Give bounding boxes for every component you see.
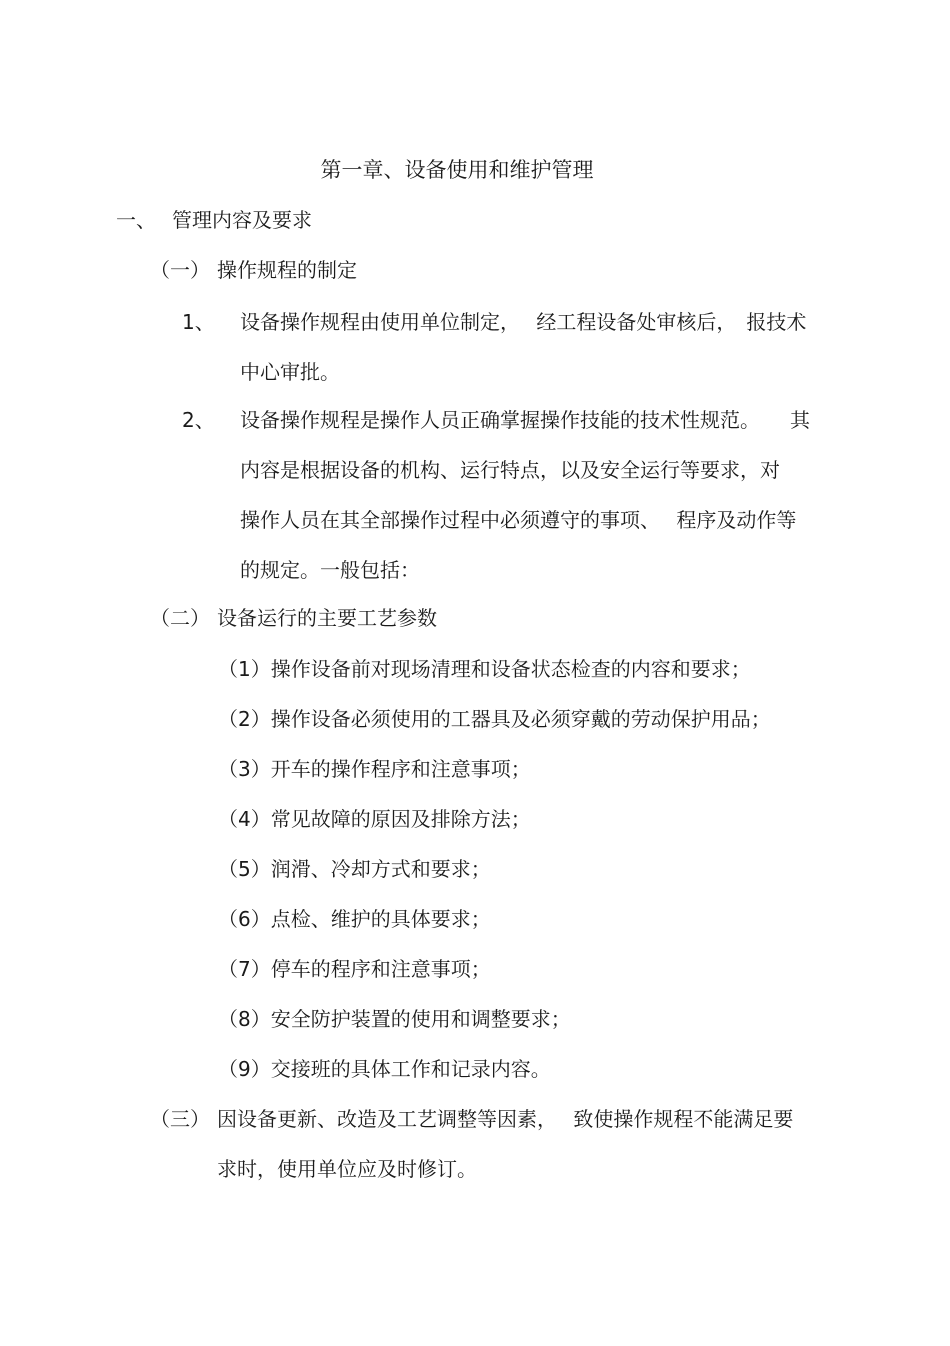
sub1-marker: （一）: [150, 258, 210, 282]
item2-line-4: 的规定。一般包括：: [240, 558, 420, 582]
list-item: （3）开车的操作程序和注意事项；: [218, 757, 531, 781]
chapter-title: 第一章、设备使用和维护管理: [320, 158, 594, 182]
sub3-line-2: 求时，使用单位应及时修订。: [217, 1157, 477, 1181]
list-item: （1）操作设备前对现场清理和设备状态检查的内容和要求；: [218, 657, 751, 681]
item1-line-1: 设备操作规程由使用单位制定， 经工程设备处审核后， 报技术: [240, 310, 807, 334]
list-item: （5）润滑、冷却方式和要求；: [218, 857, 491, 881]
item1-marker: 1、: [182, 310, 215, 334]
item2-line-3: 操作人员在其全部操作过程中必须遵守的事项、 程序及动作等: [240, 508, 797, 532]
sub2-heading: 设备运行的主要工艺参数: [217, 606, 437, 630]
section1-marker: 一、: [116, 208, 156, 232]
item2-line-1: 设备操作规程是操作人员正确掌握操作技能的技术性规范。 其: [240, 408, 810, 432]
sub3-marker: （三）: [150, 1107, 210, 1131]
section1-heading: 管理内容及要求: [172, 208, 312, 232]
sub2-marker: （二）: [150, 606, 210, 630]
list-item: （4）常见故障的原因及排除方法；: [218, 807, 531, 831]
list-item: （8）安全防护装置的使用和调整要求；: [218, 1007, 571, 1031]
sub1-heading: 操作规程的制定: [217, 258, 357, 282]
list-item: （6）点检、维护的具体要求；: [218, 907, 491, 931]
list-item: （7）停车的程序和注意事项；: [218, 957, 491, 981]
list-item: （9）交接班的具体工作和记录内容。: [218, 1057, 551, 1081]
item2-marker: 2、: [182, 408, 215, 432]
item1-line-2: 中心审批。: [240, 360, 340, 384]
item2-line-2: 内容是根据设备的机构、运行特点，以及安全运行等要求，对: [240, 458, 780, 482]
list-item: （2）操作设备必须使用的工器具及必须穿戴的劳动保护用品；: [218, 707, 771, 731]
sub3-line-1: 因设备更新、改造及工艺调整等因素， 致使操作规程不能满足要: [217, 1107, 794, 1131]
